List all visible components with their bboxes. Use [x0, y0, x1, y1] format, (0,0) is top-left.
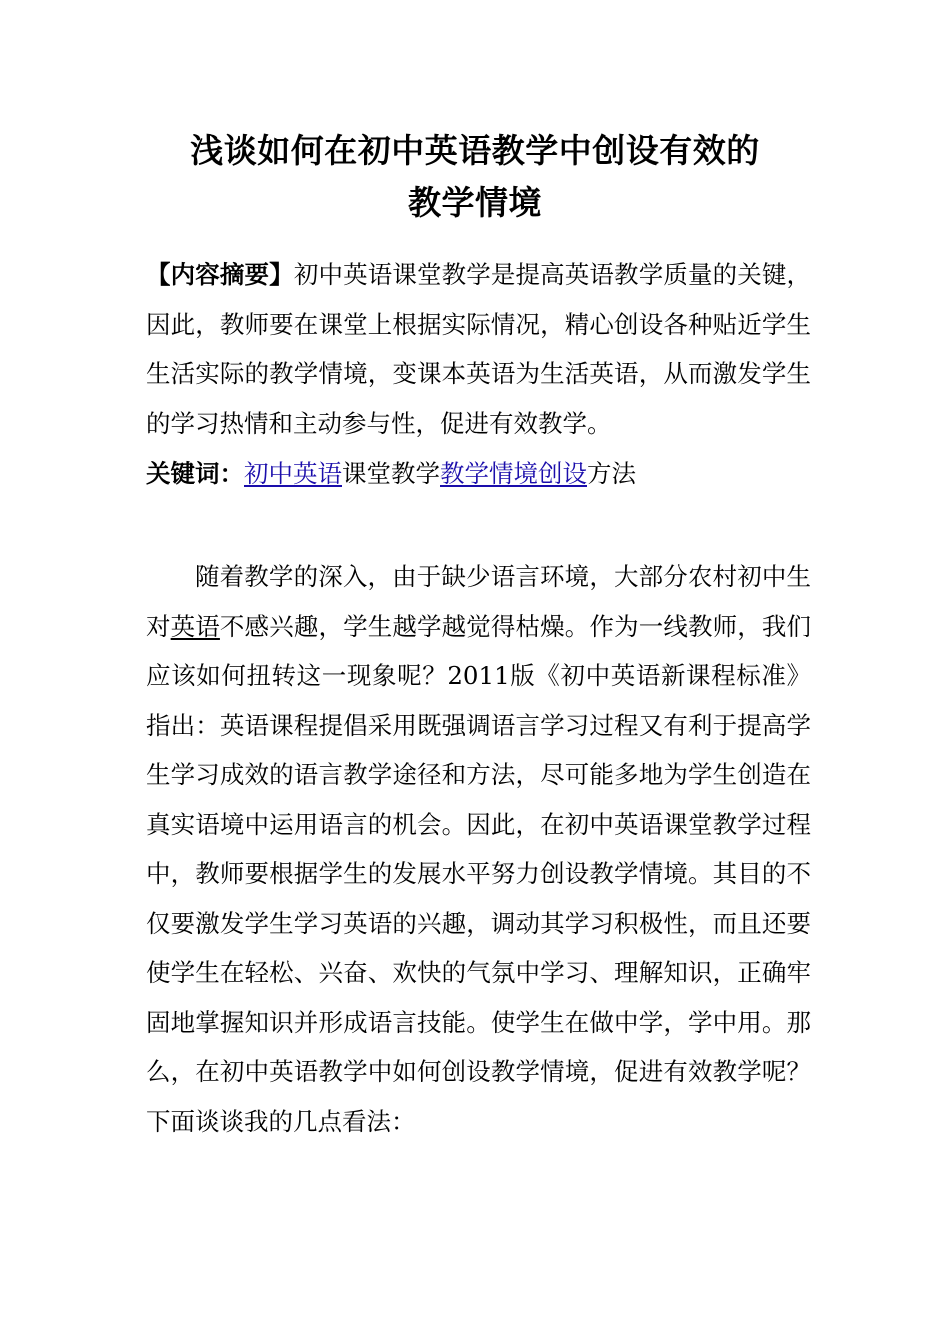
body-text-part-1: 随着教学的深入，由于缺少语言环境，大部分农村初中生对 — [146, 562, 811, 641]
keywords-label: 关键词： — [146, 459, 244, 488]
body-link-english[interactable]: 英语 — [170, 611, 220, 641]
abstract-paragraph — [146, 250, 811, 448]
title-line-2: 教学情境 — [408, 183, 542, 222]
keywords-line — [146, 449, 811, 499]
body-paragraph — [146, 552, 811, 1146]
keyword-link-junior-english[interactable]: 初中英语 — [244, 459, 342, 488]
abstract-text: 初中英语课堂教学是提高英语教学质量的关键，因此，教师要在课堂上根据实际情况，精心创设各种贴近学生生活实际的教学情境，变课本英语为生活英语，从而激发学生的学习热情和主动参与性，促进有效教学。 — [146, 260, 812, 438]
title-line-1: 浅谈如何在初中英语教学中创设有效的 — [190, 131, 760, 170]
keyword-link-teaching-situation[interactable]: 教学情境创设 — [440, 459, 587, 488]
keyword-classroom-teaching: 课堂教学 — [342, 459, 440, 488]
keyword-method: 方法 — [587, 459, 636, 488]
body-text-part-2: 不感兴趣，学生越学越觉得枯燥。作为一线教师，我们应该如何扭转这一现象呢？2011版《初中英语新课程标准》指出：英语课程提倡采用既强调语言学习过程又有利于提高学生学习成效的语言教学途径和方法，尽可能多地为学生创造在真实语境中运用语言的机会。因此，在初中英语课堂教学过程中，教师要根据学生的发展水平努力创设教学情境。其目的不仅要激发学生学习英语的兴趣，调动其学习积极性，而且还要使学生在轻松、兴奋、欢快的气氛中学习、理解知识，正确牢固地掌握知识并形成语言技能。使学生在做中学，学中用。那么，在初中英语教学中如何创设教学情境，促进有效教学呢？下面谈谈我的几点看法： — [146, 611, 812, 1136]
abstract-label: 【内容摘要】 — [146, 260, 294, 289]
